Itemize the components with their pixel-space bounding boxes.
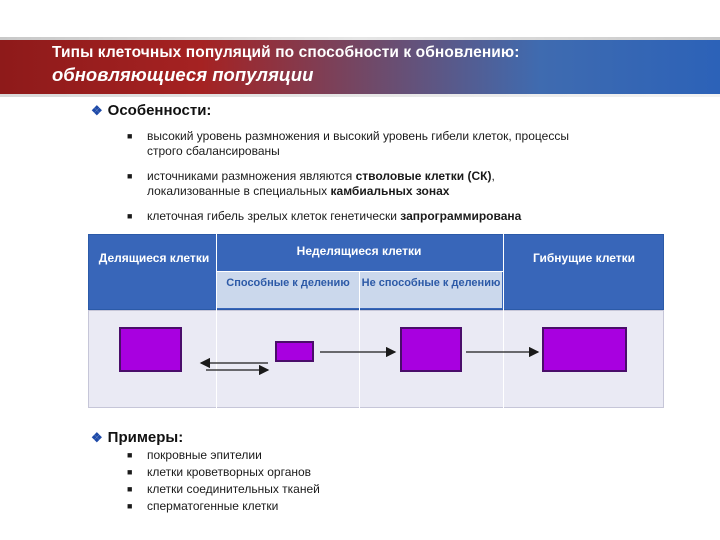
header-dividing-cells: Делящиеся клетки <box>98 251 210 265</box>
list-item: ■ клетки кроветворных органов <box>127 465 312 479</box>
square-bullet-icon: ■ <box>127 484 133 494</box>
examples-heading: ❖ Примеры: <box>91 429 184 446</box>
square-bullet-icon: ■ <box>127 501 133 511</box>
features-heading: ❖ Особенности: <box>91 102 212 119</box>
double-arrow-capable-dividing <box>201 363 268 370</box>
diamond-bullet-icon: ❖ <box>91 430 103 445</box>
square-bullet-icon: ■ <box>127 171 133 181</box>
list-item: ■ высокий уровень размножения и высокий уровень гибели клеток, процессы строго сбалансированы <box>127 129 569 158</box>
subheader-incapable-of-division: Не способные к делению <box>360 272 502 308</box>
list-item: ■ источниками размножения являются стволовые клетки (СК), локализованные в специальных камбиальных зонах <box>127 169 495 198</box>
list-item: ■ клетки соединительных тканей <box>127 482 320 496</box>
subheader-capable-of-division: Способные к делению <box>217 272 359 308</box>
page-title: Типы клеточных популяций по способности к обновлению: <box>52 44 520 61</box>
header-nondividing-cells: Неделящиеся клетки <box>296 244 422 258</box>
list-item: ■ клеточная гибель зрелых клеток генетически запрограммирована <box>127 209 522 223</box>
square-bullet-icon: ■ <box>127 131 133 141</box>
list-item: ■ покровные эпителии <box>127 448 262 462</box>
diamond-bullet-icon: ❖ <box>91 103 103 118</box>
header-dying-cells: Гибнущие клетки <box>532 251 636 265</box>
page-subtitle: обновляющиеся популяции <box>52 64 314 85</box>
list-item: ■ сперматогенные клетки <box>127 499 279 513</box>
square-bullet-icon: ■ <box>127 467 133 477</box>
square-bullet-icon: ■ <box>127 450 133 460</box>
examples-list <box>127 448 667 516</box>
square-bullet-icon: ■ <box>127 211 133 221</box>
